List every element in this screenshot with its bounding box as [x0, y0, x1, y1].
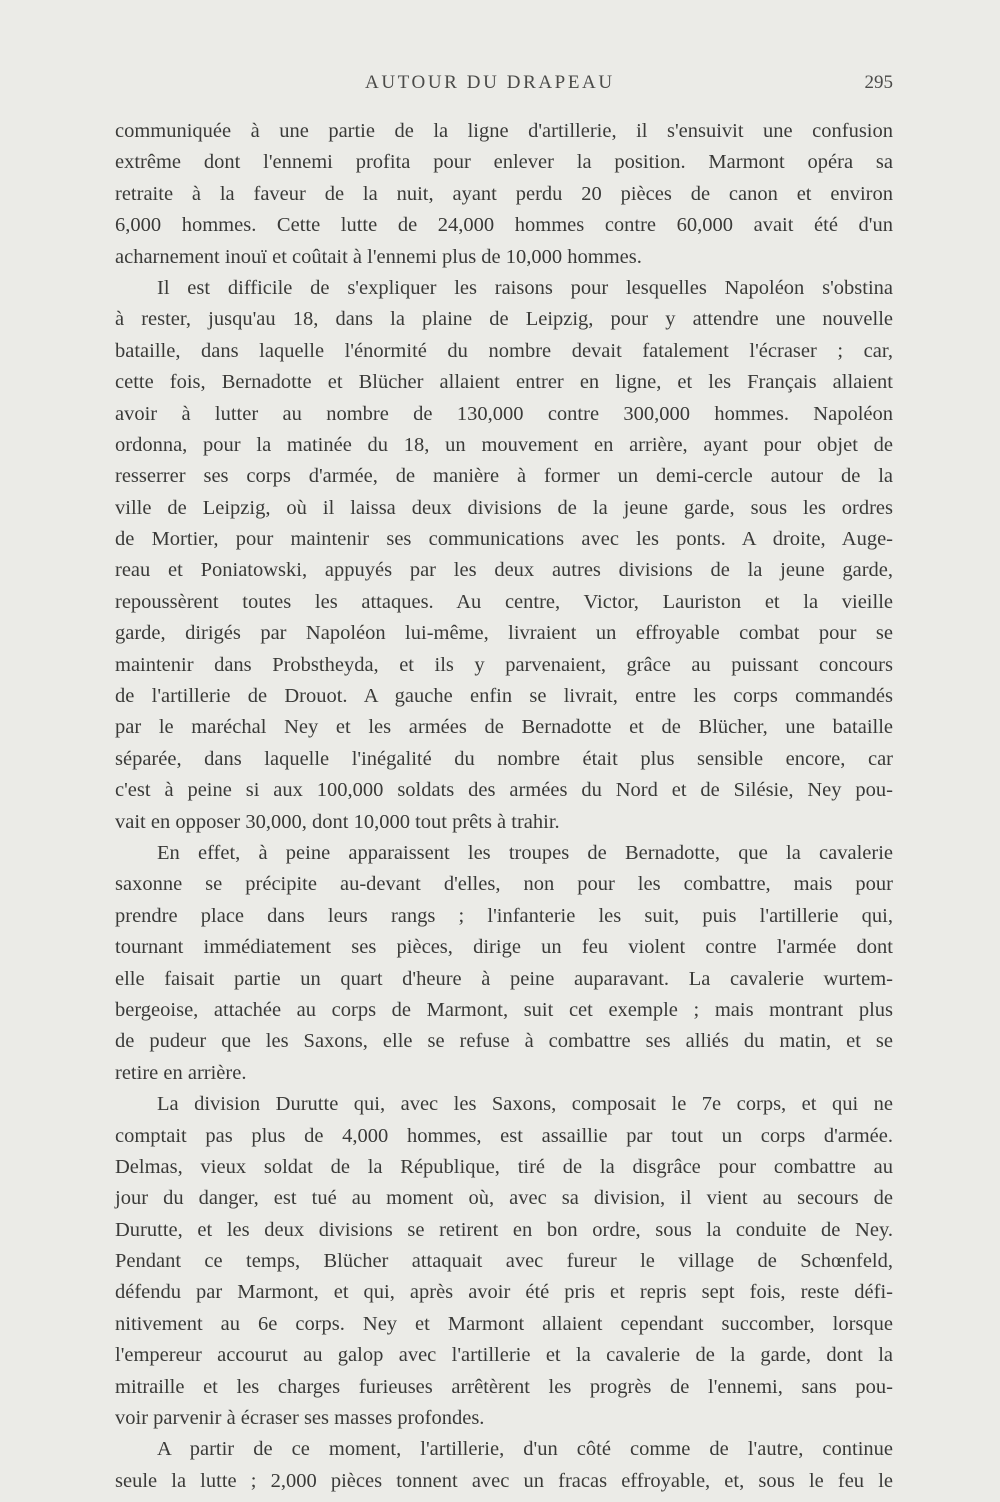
- text-line: Durutte, et les deux divisions se retirent en bon ordre, sous la conduite de Ney.: [115, 1218, 893, 1241]
- body-text: [115, 116, 893, 1497]
- text-line: jour du danger, est tué au moment où, avec sa division, il vient au secours de: [115, 1187, 893, 1210]
- text-line: seule la lutte ; 2,000 pièces tonnent avec un fracas effroyable, et, sous le feu le: [115, 1469, 893, 1492]
- text-line: nitivement au 6e corps. Ney et Marmont allaient cependant succomber, lorsque: [115, 1312, 893, 1335]
- text-line: garde, dirigés par Napoléon lui-même, livraient un effroyable combat pour se: [115, 622, 893, 645]
- text-line: séparée, dans laquelle l'inégalité du nombre était plus sensible encore, car: [115, 747, 893, 770]
- text-line: à rester, jusqu'au 18, dans la plaine de Leipzig, pour y attendre une nouvelle: [115, 308, 893, 331]
- text-line: c'est à peine si aux 100,000 soldats des armées du Nord et de Silésie, Ney pou-: [115, 779, 893, 802]
- text-line: En effet, à peine apparaissent les troupes de Bernadotte, que la cavalerie: [157, 841, 893, 864]
- text-line: bergeoise, attachée au corps de Marmont, suit cet exemple ; mais montrant plus: [115, 998, 893, 1021]
- text-line: Il est difficile de s'expliquer les raisons pour lesquelles Napoléon s'obstina: [157, 276, 893, 299]
- page-number: 295: [864, 72, 893, 93]
- text-line: A partir de ce moment, l'artillerie, d'un côté comme de l'autre, continue: [157, 1438, 893, 1461]
- text-line: Delmas, vieux soldat de la République, tiré de la disgrâce pour combattre au: [115, 1155, 893, 1178]
- text-line: acharnement inouï et coûtait à l'ennemi plus de 10,000 hommes.: [115, 245, 642, 268]
- text-line: Pendant ce temps, Blücher attaquait avec fureur le village de Schœnfeld,: [115, 1250, 893, 1273]
- running-head: [115, 72, 893, 100]
- text-line: elle faisait partie un quart d'heure à peine auparavant. La cavalerie wurtem-: [115, 967, 893, 990]
- text-line: retraite à la faveur de la nuit, ayant perdu 20 pièces de canon et environ: [115, 182, 893, 205]
- text-line: La division Durutte qui, avec les Saxons, composait le 7e corps, et qui ne: [157, 1093, 893, 1116]
- text-line: de l'artillerie de Drouot. A gauche enfin se livrait, entre les corps commandés: [115, 685, 893, 708]
- text-line: de Mortier, pour maintenir ses communications avec les ponts. A droite, Auge-: [115, 528, 893, 551]
- text-line: tournant immédiatement ses pièces, dirige un feu violent contre l'armée dont: [115, 936, 893, 959]
- text-line: de pudeur que les Saxons, elle se refuse à combattre ses alliés du matin, et se: [115, 1030, 893, 1053]
- text-line: par le maréchal Ney et les armées de Bernadotte et de Blücher, une bataille: [115, 716, 893, 739]
- text-line: 6,000 hommes. Cette lutte de 24,000 hommes contre 60,000 avait été d'un: [115, 214, 893, 237]
- text-line: communiquée à une partie de la ligne d'artillerie, il s'ensuivit une confusion: [115, 120, 893, 142]
- text-line: ordonna, pour la matinée du 18, un mouvement en arrière, ayant pour objet de: [115, 433, 893, 456]
- text-line: repoussèrent toutes les attaques. Au centre, Victor, Lauriston et la vieille: [115, 590, 893, 613]
- text-line: l'empereur accourut au galop avec l'artillerie et la cavalerie de la garde, dont la: [115, 1344, 893, 1367]
- text-line: reau et Poniatowski, appuyés par les deux autres divisions de la jeune garde,: [115, 559, 893, 582]
- text-line: mitraille et les charges furieuses arrêtèrent les progrès de l'ennemi, sans pou-: [115, 1375, 893, 1398]
- text-line: prendre place dans leurs rangs ; l'infanterie les suit, puis l'artillerie qui,: [115, 904, 893, 927]
- text-line: défendu par Marmont, et qui, après avoir été pris et repris sept fois, reste défi-: [115, 1281, 893, 1304]
- running-title: AUTOUR DU DRAPEAU: [365, 72, 615, 93]
- text-line: resserrer ses corps d'armée, de manière à former un demi-cercle autour de la: [115, 465, 893, 488]
- text-line: comptait pas plus de 4,000 hommes, est assaillie par tout un corps d'armée.: [115, 1124, 893, 1147]
- text-line: bataille, dans laquelle l'énormité du nombre devait fatalement l'écraser ; car,: [115, 339, 893, 362]
- text-line: saxonne se précipite au-devant d'elles, non pour les combattre, mais pour: [115, 873, 893, 896]
- text-line: vait en opposer 30,000, dont 10,000 tout prêts à trahir.: [115, 810, 560, 833]
- text-line: retire en arrière.: [115, 1061, 247, 1084]
- text-line: avoir à lutter au nombre de 130,000 contre 300,000 hommes. Napoléon: [115, 402, 893, 425]
- text-line: maintenir dans Probstheyda, et ils y parvenaient, grâce au puissant concours: [115, 653, 893, 676]
- text-line: ville de Leipzig, où il laissa deux divisions de la jeune garde, sous les ordres: [115, 496, 893, 519]
- text-line: extrême dont l'ennemi profita pour enlever la position. Marmont opéra sa: [115, 151, 893, 174]
- text-line: voir parvenir à écraser ses masses profondes.: [115, 1407, 485, 1430]
- text-line: cette fois, Bernadotte et Blücher allaient entrer en ligne, et les Français allaient: [115, 371, 893, 394]
